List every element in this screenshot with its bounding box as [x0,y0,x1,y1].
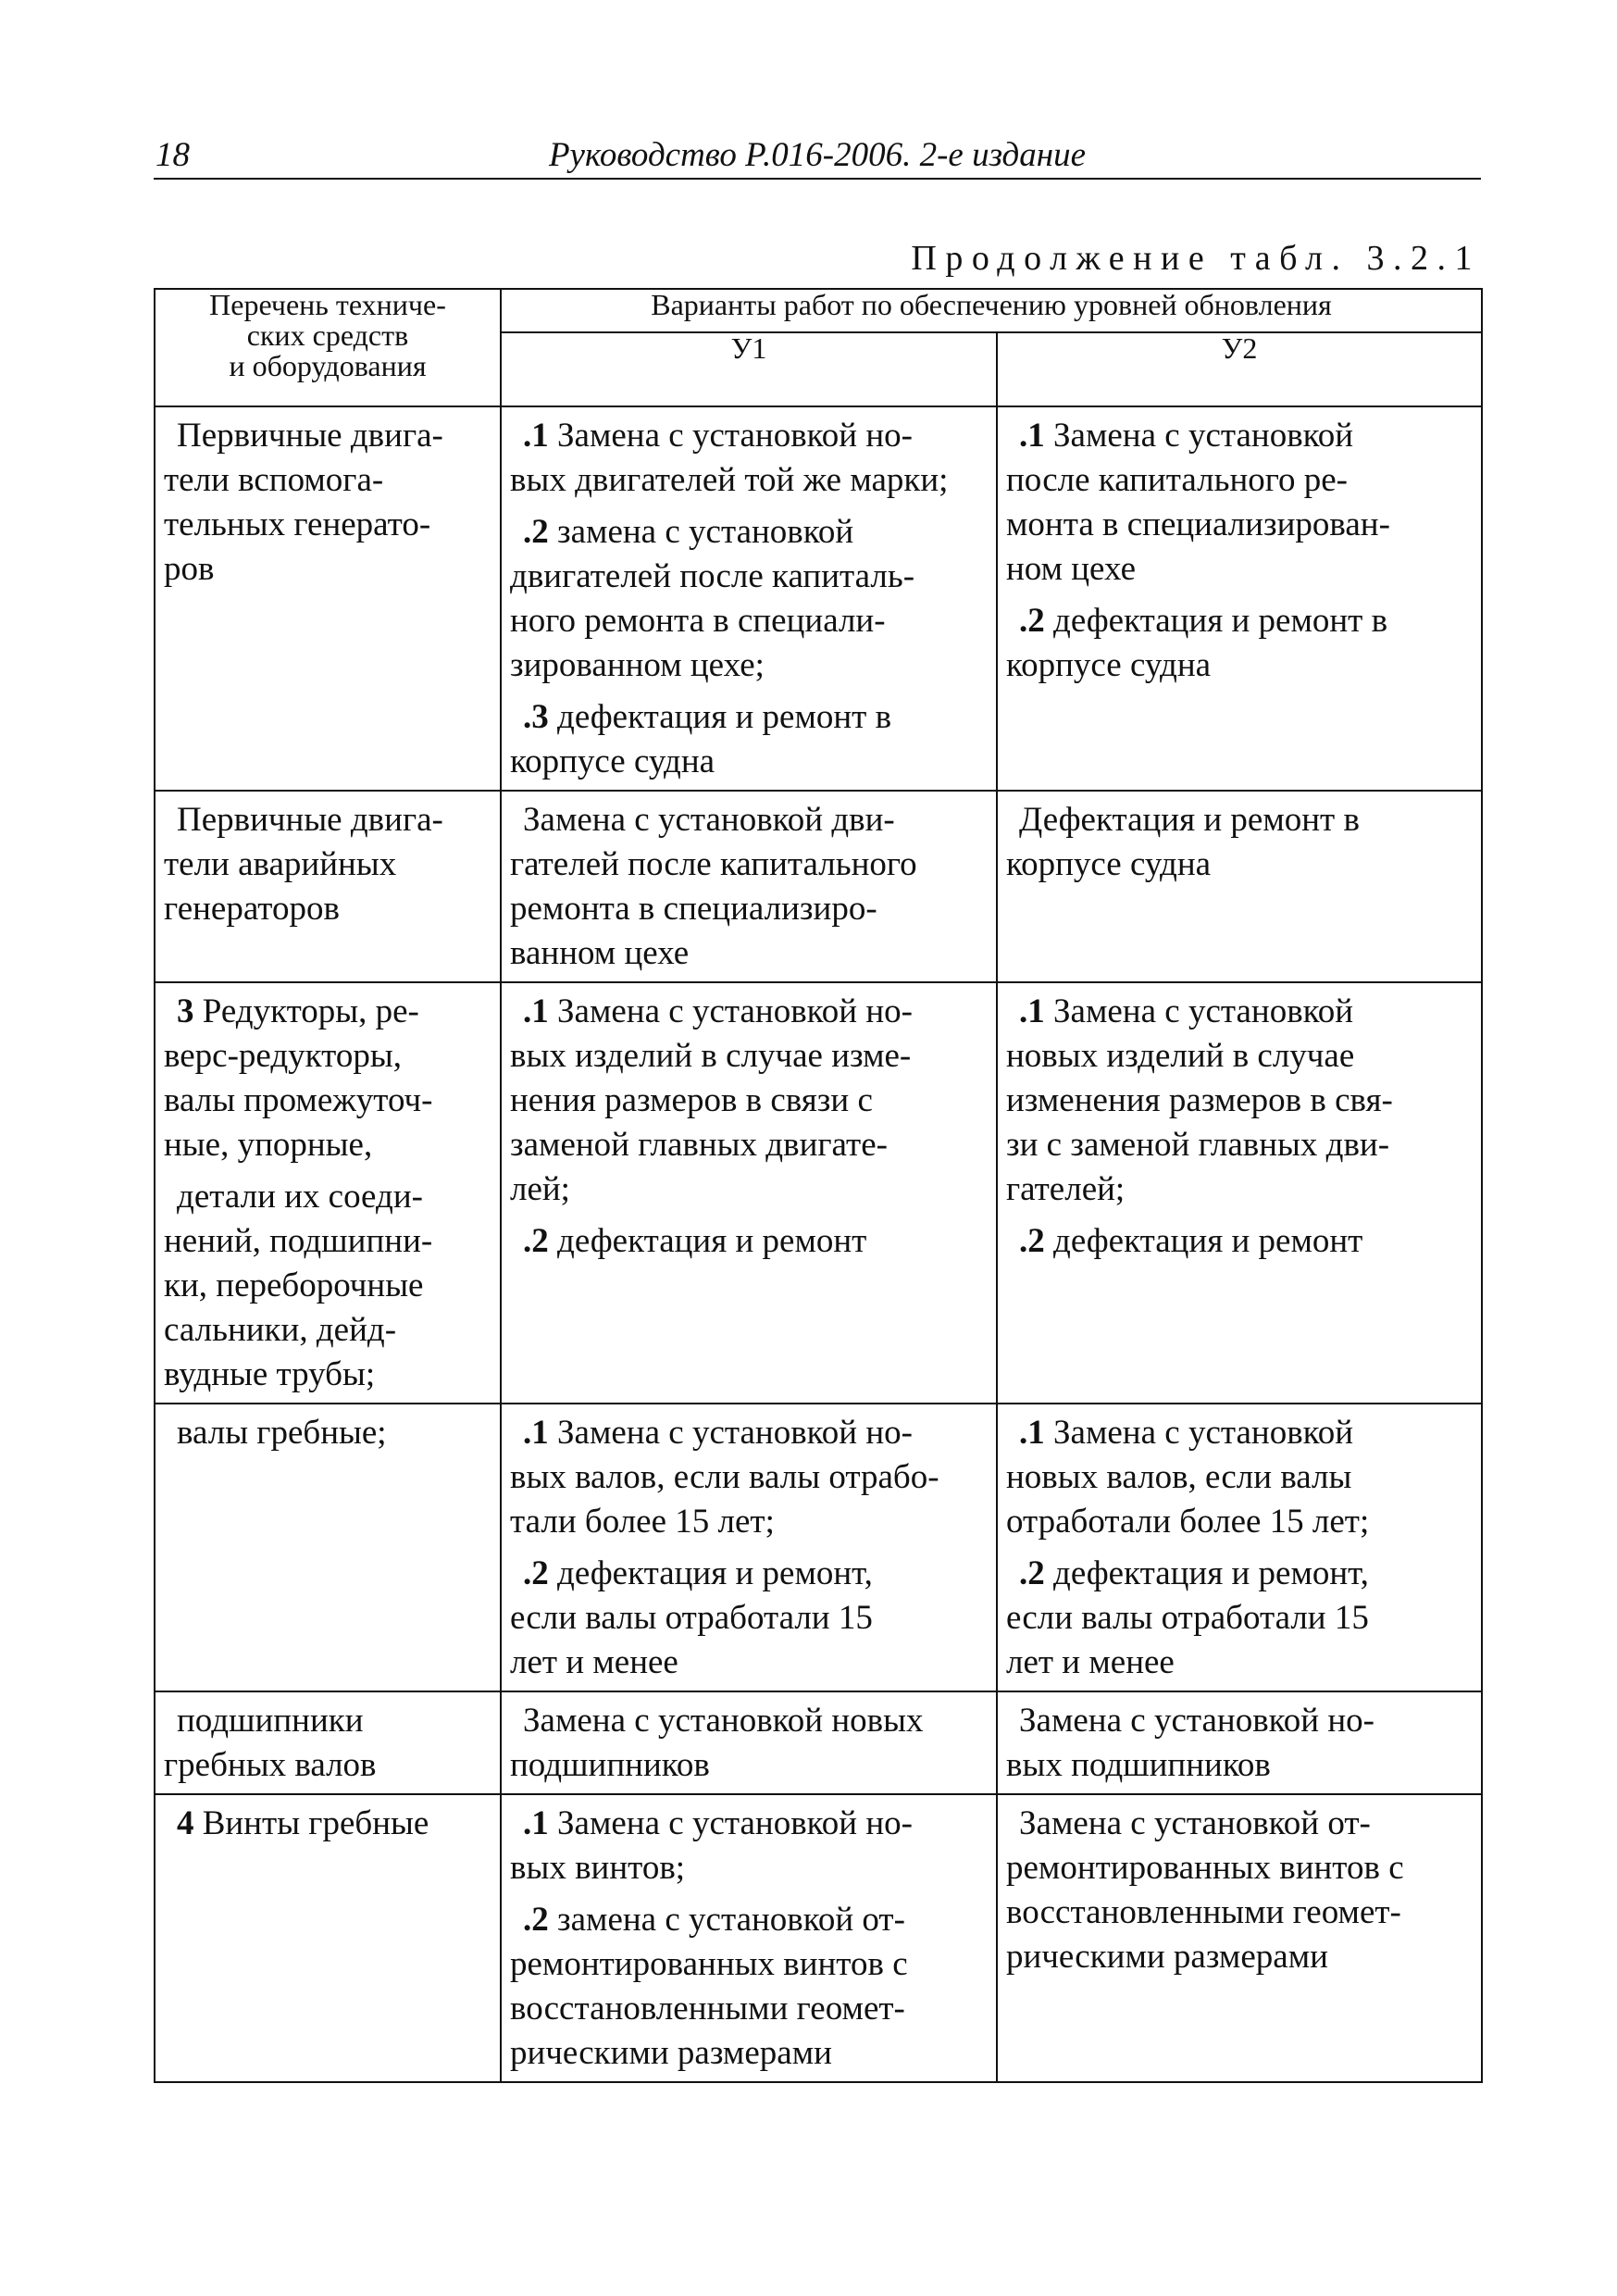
item-text: дефектация и ремонт в корпусе судна [1006,602,1388,684]
item-text: Замена с установкой после капитального ре- монта в специализирован- ном цехе [1006,417,1390,588]
item-number: .1 [523,1804,549,1842]
cell-item [510,414,992,503]
cell-item [510,1699,992,1788]
cell-equipment [155,406,501,791]
cell-equipment [155,791,501,982]
cell-equipment [155,1794,501,2082]
item-text: Винты гребные [193,1804,429,1842]
cell-item [164,1411,496,1455]
item-text: дефектация и ремонт [548,1222,867,1260]
item-text: дефектация и ремонт, если валы отработали 15 лет и менее [1006,1554,1369,1681]
cell-item [164,1802,496,1846]
cell-u1 [501,791,997,982]
cell-u2 [997,1691,1482,1794]
item-text: Первичные двига- тели аварийных генераторов [164,801,443,928]
item-text: Редукторы, ре- верс-редукторы, валы промежуточ- ные, упорные, [164,992,433,1164]
cell-u1 [501,406,997,791]
item-text: подшипники гребных валов [164,1702,377,1784]
item-text: Замена с установкой но- вых двигателей той же марки; [510,417,949,499]
cell-item [510,1552,992,1685]
cell-item [164,1699,496,1788]
cell-u1 [501,1404,997,1691]
cell-item [1006,1552,1477,1685]
table-row [155,791,1482,982]
cell-item [510,1802,992,1890]
cell-item [510,1898,992,2076]
cell-item [164,990,496,1167]
item-text: дефектация и ремонт, если валы отработали 15 лет и менее [510,1554,873,1681]
item-text: Замена с установкой но- вых изделий в случае изме- нения размеров в связи с заменой главных двигате- лей; [510,992,913,1208]
cell-item [164,414,496,592]
cell-item [1006,414,1477,592]
running-header [154,130,1481,180]
cell-u2 [997,982,1482,1404]
item-text: дефектация и ремонт в корпусе судна [510,698,892,780]
table-row [155,1691,1482,1794]
item-text: Дефектация и ремонт в корпусе судна [1006,801,1360,883]
header-equipment [155,289,501,406]
cell-item [164,1175,496,1397]
cell-u1 [501,1691,997,1794]
table-row [155,406,1482,791]
item-text: валы гребные; [177,1414,387,1452]
table-continuation-label: Продолжение табл. 3.2.1 [911,239,1481,278]
item-number: .2 [523,1901,549,1939]
item-number: .1 [523,992,549,1030]
cell-equipment [155,1691,501,1794]
item-number: .1 [523,1414,549,1452]
header-u2: У2 [997,332,1482,406]
cell-item [510,1219,992,1264]
cell-item [510,510,992,688]
item-number: .2 [523,1222,549,1260]
cell-equipment [155,982,501,1404]
cell-u2 [997,791,1482,982]
item-number: .2 [1019,1222,1045,1260]
page-number: 18 [155,136,190,174]
item-number: .2 [523,513,549,551]
item-number: .1 [1019,417,1045,455]
cell-item [1006,1219,1477,1264]
cell-item [1006,1699,1477,1788]
item-text: дефектация и ремонт [1044,1222,1363,1260]
cell-item [1006,990,1477,1212]
cell-item [164,798,496,931]
item-text: замена с установкой двигателей после капиталь- ного ремонта в специали- зированном цехе; [510,513,915,684]
item-number: .3 [523,698,549,736]
cell-item [1006,599,1477,688]
cell-item [510,798,992,976]
item-text: Замена с установкой дви- гателей после капитального ремонта в специализиро- ванном цехе [510,801,917,972]
cell-item [1006,798,1477,887]
item-text: Замена с установкой но- вых винтов; [510,1804,913,1887]
item-text: Замена с установкой новых изделий в случае изменения размеров в свя- зи с заменой главных дви- гателей; [1006,992,1393,1208]
item-number: .2 [523,1554,549,1592]
cell-item [1006,1411,1477,1544]
cell-item [510,695,992,784]
item-number: 4 [177,1804,194,1842]
running-title: Руководство Р.016-2006. 2-е издание [548,136,1087,174]
item-text: Замена с установкой новых подшипников [510,1702,924,1784]
cell-u2 [997,1794,1482,2082]
item-text: Замена с установкой новых валов, если валы отработали более 15 лет; [1006,1414,1370,1541]
works-table [154,288,1483,2083]
item-number: .2 [1019,602,1045,640]
cell-u2 [997,1404,1482,1691]
cell-item [1006,1802,1477,1979]
item-number: .1 [523,417,549,455]
cell-u1 [501,1794,997,2082]
header-equipment-label: Перечень техниче- ских средств и оборудования [209,288,446,382]
cell-item [510,990,992,1212]
item-number: 3 [177,992,194,1030]
cell-item [510,1411,992,1544]
table-row [155,982,1482,1404]
item-number: .2 [1019,1554,1045,1592]
item-number: .1 [1019,992,1045,1030]
table-row [155,1794,1482,2082]
table-row [155,1404,1482,1691]
cell-equipment [155,1404,501,1691]
cell-u2 [997,406,1482,791]
item-text: Замена с установкой но- вых подшипников [1006,1702,1374,1784]
item-text: Замена с установкой но- вых валов, если валы отрабо- тали более 15 лет; [510,1414,939,1541]
table-body [155,406,1482,2082]
item-text: Первичные двига- тели вспомога- тельных генерато- ров [164,417,443,588]
header-update-levels: Варианты работ по обеспечению уровней обновления [501,289,1482,332]
item-number: .1 [1019,1414,1045,1452]
item-text: Замена с установкой от- ремонтированных винтов с восстановленными геомет- рическими размерами [1006,1804,1404,1976]
cell-u1 [501,982,997,1404]
header-u1: У1 [501,332,997,406]
item-text: детали их соеди- нений, подшипни- ки, переборочные сальники, дейд- вудные трубы; [164,1178,433,1393]
item-text: замена с установкой от- ремонтированных винтов с восстановленными геомет- рическими размерами [510,1901,908,2072]
